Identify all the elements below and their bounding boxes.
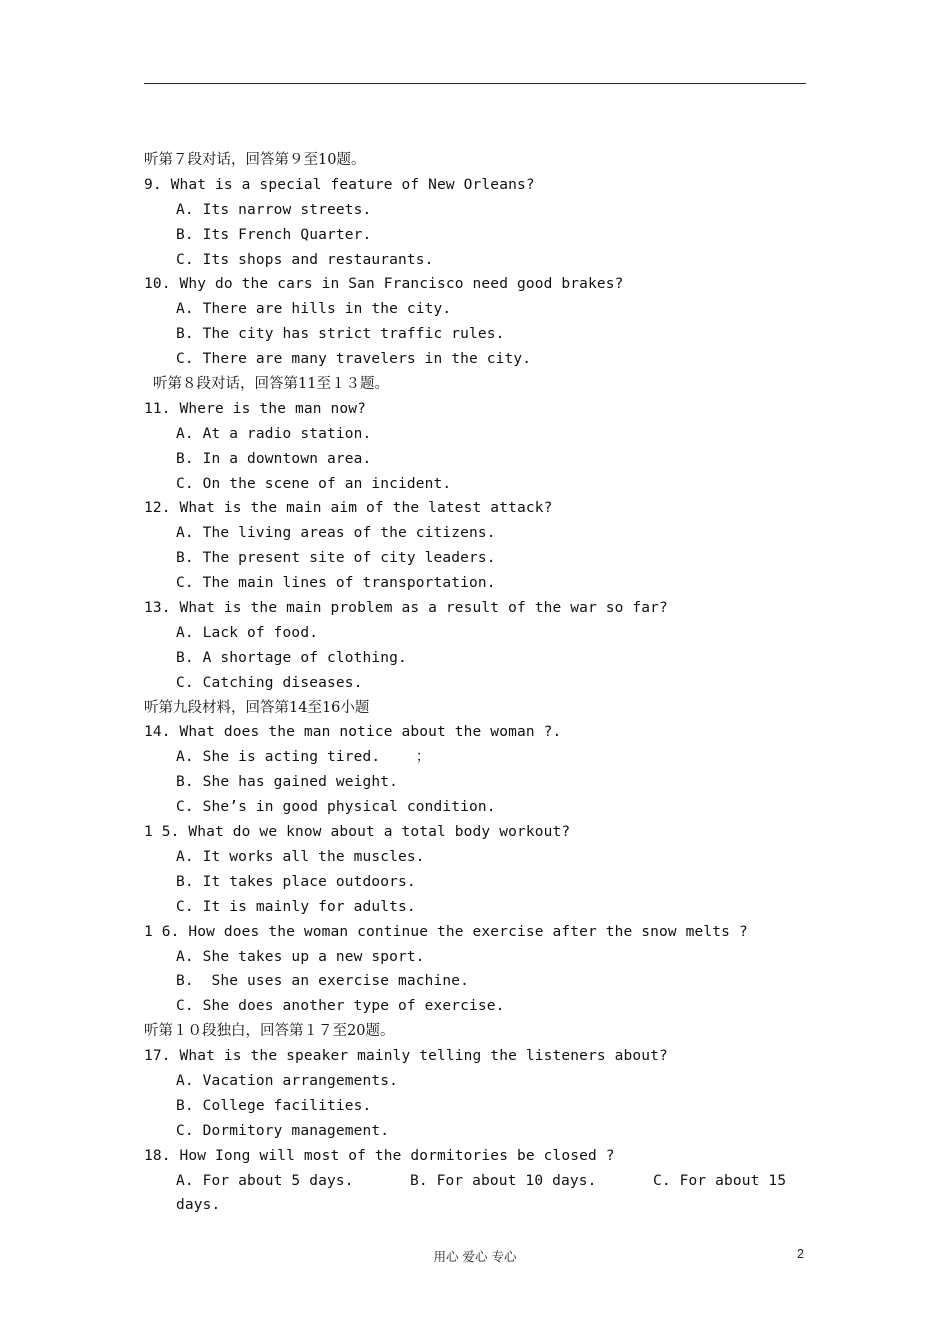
option-10c: C. There are many travelers in the city. <box>176 351 532 368</box>
option-16b: B. She uses an exercise machine. <box>176 973 470 990</box>
option-9a: A. Its narrow streets. <box>176 201 372 218</box>
page-content <box>144 148 806 1218</box>
question-14: 14. What does the man notice about the woman ?. <box>144 724 562 741</box>
option-11a: A. At a radio station. <box>176 425 372 442</box>
section-heading-7: 听第７段对话，回答第９至10题。 <box>144 152 366 168</box>
footer-motto: 用心 爱心 专心 <box>433 1249 517 1264</box>
question-16: 1 6. How does the woman continue the exercise after the snow melts ? <box>144 923 748 940</box>
option-11c: C. On the scene of an incident. <box>176 475 452 492</box>
option-14b: B. She has gained weight. <box>176 774 398 791</box>
option-10a: A. There are hills in the city. <box>176 301 452 318</box>
question-13: 13. What is the main problem as a result of the war so far? <box>144 600 668 617</box>
question-12: 12. What is the main aim of the latest attack? <box>144 500 553 517</box>
section-heading-10: 听第１０段独白，回答第１７至20题。 <box>144 1023 395 1040</box>
question-15: 1 5. What do we know about a total body workout? <box>144 824 571 841</box>
question-9: 9. What is a special feature of New Orleans? <box>144 176 535 193</box>
section-heading-9: 听第九段材料，回答第14至16小题 <box>144 699 370 716</box>
option-12a: A. The living areas of the citizens. <box>176 525 496 542</box>
option-15a: A. It works all the muscles. <box>176 848 425 865</box>
option-15b: B. It takes place outdoors. <box>176 873 416 890</box>
option-15c: C. It is mainly for adults. <box>176 898 416 915</box>
option-16c: C. She does another type of exercise. <box>176 998 505 1015</box>
option-17b: B. College facilities. <box>176 1097 372 1114</box>
options-18-row <box>144 1169 806 1194</box>
option-18c-continuation: days. <box>176 1197 221 1214</box>
option-11b: B. In a downtown area. <box>176 450 372 467</box>
option-12c: C. The main lines of transportation. <box>176 575 496 592</box>
option-12b: B. The present site of city leaders. <box>176 550 496 567</box>
option-13b: B. A shortage of clothing. <box>176 649 407 666</box>
page-number: 2 <box>797 1247 804 1261</box>
question-10: 10. Why do the cars in San Francisco need good brakes? <box>144 276 624 293</box>
question-11: 11. Where is the man now? <box>144 400 366 417</box>
question-17: 17. What is the speaker mainly telling the listeners about? <box>144 1048 668 1065</box>
section-heading-8: 听第８段对话，回答第11至１３题。 <box>153 376 389 393</box>
option-14c: C. She’s in good physical condition. <box>176 799 496 816</box>
option-16a: A. She takes up a new sport. <box>176 948 425 965</box>
header-rule <box>144 83 806 84</box>
option-9c: C. Its shops and restaurants. <box>176 251 434 268</box>
option-18a: A. For about 5 days. <box>176 1172 354 1189</box>
option-13a: A. Lack of food. <box>176 624 319 641</box>
option-18b: B. For about 10 days. <box>410 1172 597 1189</box>
option-14a: A. She is acting tired. ； <box>176 749 431 766</box>
option-17a: A. Vacation arrangements. <box>176 1072 398 1089</box>
option-18c: C. For about 15 <box>653 1172 787 1189</box>
option-17c: C. Dormitory management. <box>176 1122 390 1139</box>
option-10b: B. The city has strict traffic rules. <box>176 326 505 343</box>
option-13c: C. Catching diseases. <box>176 674 363 691</box>
question-18: 18. How Iong will most of the dormitories be closed ? <box>144 1147 615 1164</box>
option-9b: B. Its French Quarter. <box>176 226 372 243</box>
